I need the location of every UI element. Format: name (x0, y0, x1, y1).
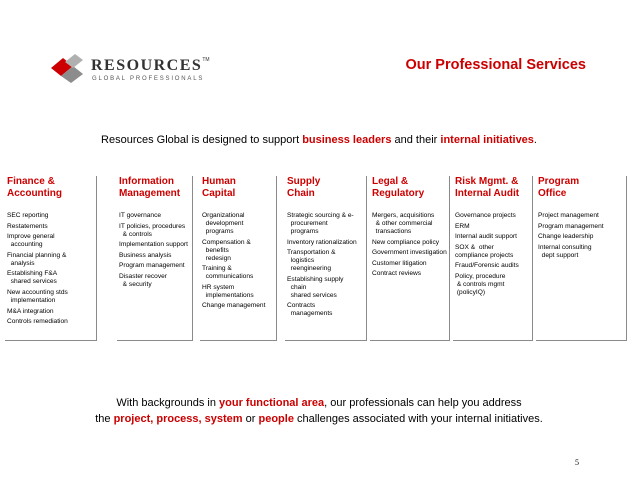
column-human-capital (200, 176, 277, 341)
bottom-text (0, 395, 638, 427)
intro-highlight-internal-initiatives: internal initiatives (440, 134, 534, 146)
column-heading-line-2: Internal Audit (455, 188, 520, 199)
column-finance-accounting (5, 176, 97, 341)
service-item: Internal consulting dept support (538, 243, 592, 259)
column-heading-line-2: Regulatory (372, 188, 425, 199)
service-item: Governance projects (455, 212, 516, 219)
column-heading (455, 176, 532, 212)
service-columns (5, 176, 633, 341)
service-item: Internal audit support (455, 233, 517, 241)
service-item: Contracts managements (287, 302, 333, 318)
service-item: New accounting stds implementation (7, 288, 68, 304)
service-item: Business analysis (119, 251, 172, 259)
service-item: IT governance (119, 212, 162, 219)
column-heading (372, 176, 449, 212)
page-title: Our Professional Services (405, 57, 586, 73)
column-information-management (117, 176, 193, 341)
column-heading (7, 176, 96, 212)
column-program-office (536, 176, 627, 341)
column-heading-line-1: Finance & (7, 176, 55, 187)
company-logo (47, 50, 217, 90)
service-item: Mergers, acquisitions & other commercial transactions (372, 212, 435, 235)
service-item: Improve general accounting (7, 233, 55, 249)
column-heading-line-2: Capital (202, 188, 236, 199)
service-item: Organizational development programs (202, 212, 245, 235)
service-item: Training & communications (202, 265, 254, 281)
column-heading-line-1: Supply (287, 176, 321, 187)
service-item: IT policies, procedures & controls (119, 222, 186, 238)
column-heading (202, 176, 276, 212)
column-heading-line-2: Management (119, 188, 181, 199)
column-heading-line-1: Risk Mgmt. & (455, 176, 519, 187)
intro-middle: and their (391, 134, 441, 146)
service-item: Government investigation (372, 249, 447, 257)
service-item: SEC reporting (7, 212, 49, 219)
column-heading-line-2: Office (538, 188, 567, 199)
service-item: New compliance policy (372, 238, 440, 246)
column-heading-line-2: Chain (287, 188, 315, 199)
page-number: 5 (575, 458, 579, 467)
service-item: ERM (455, 222, 470, 230)
service-item: Transportation & logistics reengineering (287, 249, 336, 273)
highlight-functional-area: your functional area (219, 397, 325, 409)
intro-suffix: . (533, 134, 537, 146)
service-item: Customer litigation (372, 259, 427, 267)
service-item: Establishing supply chain shared services (287, 275, 344, 299)
service-item: Establishing F&A shared services (7, 270, 58, 286)
service-item: Project management (538, 212, 599, 219)
intro-text (0, 134, 638, 146)
column-risk-internal-audit (453, 176, 533, 341)
logo-wordmark: RESOURCES™ (91, 57, 210, 74)
service-item: Change management (202, 302, 266, 310)
service-item: Implementation support (119, 241, 188, 249)
column-legal-regulatory (370, 176, 450, 341)
service-item: Compensation & benefits redesign (202, 238, 251, 262)
column-heading-line-1: Information (119, 176, 174, 187)
service-item: Controls remediation (7, 318, 68, 326)
intro-prefix: Resources Global is designed to support (101, 134, 303, 146)
column-heading (538, 176, 626, 212)
service-item: Inventory rationalization (287, 238, 357, 246)
bottom-line-1: With backgrounds in your functional area, our professionals can help you address (116, 397, 522, 409)
service-item: Strategic sourcing & e- procurement programs (287, 212, 354, 235)
column-heading-line-2: Accounting (7, 188, 62, 199)
service-item: Program management (538, 222, 604, 230)
service-item: Fraud/Forensic audits (455, 262, 519, 270)
column-heading-line-1: Legal & (372, 176, 409, 187)
column-heading (287, 176, 366, 212)
service-item: Financial planning & analysis (7, 251, 67, 267)
bottom-line-2: the project, process, system or people challenges associated with your internal initiatives. (95, 413, 543, 425)
column-heading-line-1: Program (538, 176, 580, 187)
column-heading-line-1: Human (202, 176, 236, 187)
logo-subtitle: GLOBAL PROFESSIONALS (92, 76, 205, 82)
service-item: HR system implementations (202, 283, 254, 299)
logo-trademark: TM (202, 57, 210, 63)
service-item: SOX & other compliance projects (455, 243, 514, 259)
highlight-people: people (258, 413, 294, 425)
service-item: Policy, procedure & controls mgmt (policyIQ) (455, 272, 506, 296)
service-item: Contract reviews (372, 270, 422, 278)
logo-mark-icon (47, 54, 87, 84)
service-item: Restatements (7, 222, 48, 230)
service-item: Disaster recover & security (119, 272, 168, 288)
intro-highlight-business-leaders: business leaders (302, 134, 392, 146)
column-heading (119, 176, 192, 212)
service-item: Program management (119, 262, 185, 270)
column-supply-chain (285, 176, 367, 341)
service-item: M&A integration (7, 307, 54, 315)
highlight-project-process-system: project, process, system (113, 413, 243, 425)
service-item: Change leadership (538, 233, 594, 241)
